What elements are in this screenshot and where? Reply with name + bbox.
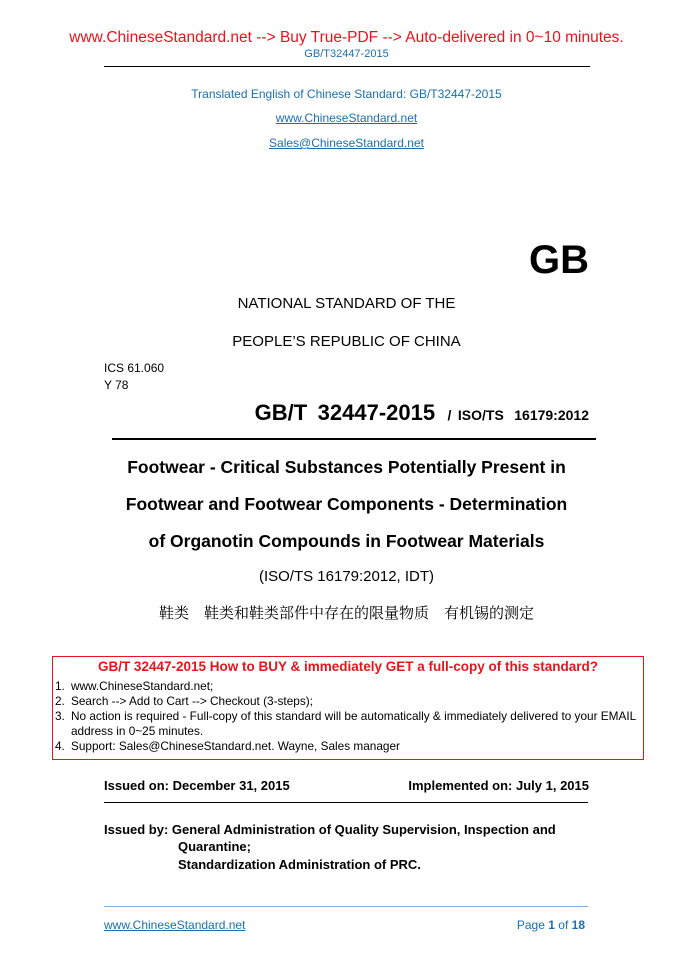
page-total: 18 <box>571 918 585 932</box>
email-link[interactable]: Sales@ChineseStandard.net <box>269 136 424 150</box>
header-standard-code: GB/T32447-2015 <box>304 48 389 60</box>
translation-line: Translated English of Chinese Standard: GB/T32447-2015 <box>191 87 502 101</box>
standard-number-value: 32447-2015 <box>317 400 436 425</box>
page-indicator: Page 1 of 18 <box>516 918 585 932</box>
footer-website-link[interactable]: www.ChineseStandard.net <box>104 918 246 932</box>
national-standard-line1: NATIONAL STANDARD OF THE <box>237 295 456 312</box>
issued-by-label: Issued by: <box>104 822 169 837</box>
classification-code: Y 78 <box>104 378 129 392</box>
iso-equivalence: (ISO/TS 16179:2012, IDT) <box>258 568 435 585</box>
list-item: 4. Support: Sales@ChineseStandard.net. Wayne, Sales manager <box>55 739 400 753</box>
chinese-title: 鞋类 鞋类和鞋类部件中存在的限量物质 有机锡的测定 <box>158 604 534 622</box>
buy-steps <box>55 679 641 754</box>
iso-prefix: ISO/TS <box>457 407 504 423</box>
dates-divider <box>104 802 588 803</box>
standard-prefix: GB/T <box>254 400 308 425</box>
footer-divider <box>104 906 588 907</box>
iso-number: 16179:2012 <box>514 407 589 423</box>
standard-number <box>255 400 589 426</box>
title-line3: of Organotin Compounds in Footwear Materials <box>148 531 545 551</box>
buy-box-title: GB/T 32447-2015 How to BUY & immediately GET a full-copy of this standard? <box>97 659 599 674</box>
issuer-line1: General Administration of Quality Supervision, Inspection and <box>171 822 556 837</box>
issued-by <box>104 821 556 838</box>
website-link[interactable]: www.ChineseStandard.net <box>275 111 418 125</box>
page-number: 1 <box>548 918 555 932</box>
issuer-line3: Standardization Administration of PRC. <box>178 857 421 872</box>
buy-box <box>52 656 644 760</box>
gb-mark: GB <box>529 238 589 282</box>
header-divider <box>104 66 590 67</box>
issuer-line2: Quarantine; <box>178 839 251 854</box>
implemented-date: Implemented on: July 1, 2015 <box>408 778 589 793</box>
national-standard-line2: PEOPLE’S REPUBLIC OF CHINA <box>232 333 461 350</box>
list-item: 2. Search --> Add to Cart --> Checkout (3-steps); <box>55 694 313 708</box>
title-line1: Footwear - Critical Substances Potentially Present in <box>127 457 566 477</box>
ics-code: ICS 61.060 <box>104 361 165 375</box>
standard-slash: / <box>447 407 452 423</box>
list-item[interactable]: 1. www.ChineseStandard.net; <box>55 679 214 693</box>
top-banner[interactable]: www.ChineseStandard.net --> Buy True-PDF --> Auto-delivered in 0~10 minutes. <box>69 29 624 46</box>
issued-date: Issued on: December 31, 2015 <box>104 778 290 793</box>
list-item: 3. No action is required - Full-copy of this standard will be automatically & immediately delivered to your EMAIL address in 0~25 minutes. <box>55 709 636 738</box>
title-divider <box>112 438 596 440</box>
title-line2: Footwear and Footwear Components - Determination <box>125 494 568 514</box>
